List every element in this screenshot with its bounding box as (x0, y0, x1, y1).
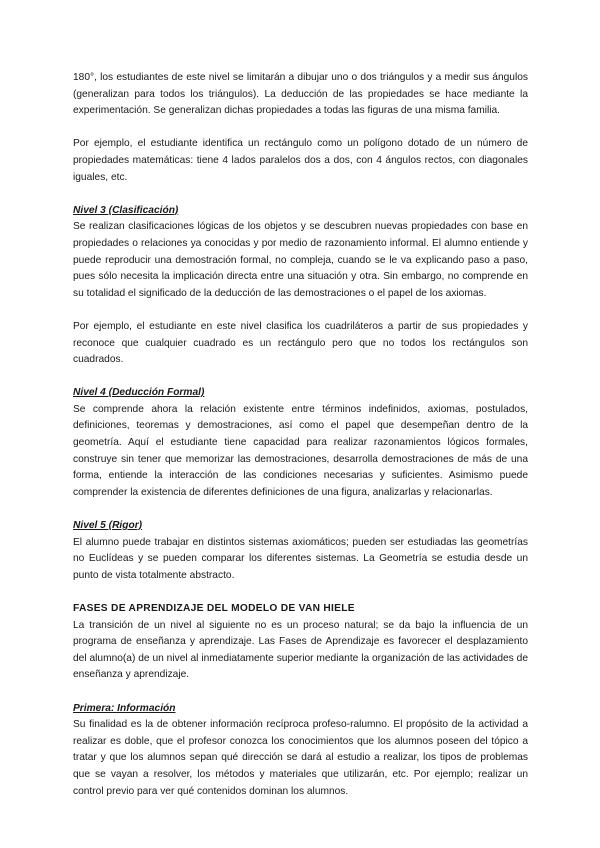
paragraph-fases: La transición de un nivel al siguiente no es un proceso natural; se da bajo la influencia de un programa de enseñanza y aprendizaje. Las Fases de Aprendizaje es favorecer el desplazamiento del alumno(a) de un nivel al inmediatamente superior mediante la organización de las actividades de enseñanza y aprendizaje. (73, 619, 528, 681)
document-page (73, 70, 528, 800)
heading-primera-informacion: Primera: Información (73, 702, 176, 714)
heading-nivel-3: Nivel 3 (Clasificación) (73, 204, 179, 216)
spacer (73, 684, 528, 701)
paragraph-nivel3: Se realizan clasificaciones lógicas de los objetos y se descubren nuevas propiedades con base en propiedades o relaciones ya conocidas y por medio de razonamiento informal. El alumno entiende y puede reproducir una demostración formal, no compleja, cuando se le va explicando paso a paso, pues sólo necesita la implicación directa entre una situación y otra. Sin embargo, no comprende en su totalidad el significado de la deducción de las demostraciones o el papel de los axiomas. (73, 221, 528, 299)
spacer (73, 369, 528, 386)
heading-fases-aprendizaje: FASES DE APRENDIZAJE DEL MODELO DE VAN HIELE (73, 603, 355, 614)
spacer (73, 186, 528, 203)
heading-nivel-4: Nivel 4 (Deducción Formal) (73, 387, 205, 399)
paragraph-nivel3-example: Por ejemplo, el estudiante en este nivel clasifica los cuadriláteros a partir de sus propiedades y reconoce que cualquier cuadrado es un rectángulo pero que no todos los rectángulos son cuadrados. (73, 320, 528, 366)
paragraph-nivel2-example: Por ejemplo, el estudiante identifica un rectángulo como un polígono dotado de un número de propiedades matemáticas: tiene 4 lados paralelos dos a dos, con 4 ángulos rectos, con diagonales iguales, etc. (73, 138, 528, 183)
paragraph-nivel4: Se comprende ahora la relación existente entre términos indefinidos, axiomas, postulados, definiciones, teoremas y demostraciones, así como el papel que desempeñan dentro de la geometría. Aquí el estudiante tiene capacidad para realizar razonamientos lógicos formales, construye sin tener que memorizar las demostraciones, desarrolla demostraciones de más de una forma, entiende la interacción de las condiciones necesarias y suficientes. Asimismo puede comprender la existencia de diferentes definiciones de una figura, analizarlas y relacionarlas. (73, 403, 528, 498)
paragraph-nivel5: El alumno puede trabajar en distintos sistemas axiomáticos; pueden ser estudiadas las geometrías no Euclídeas y se pueden comparar los diferentes sistemas. La Geometría se estudia desde un punto de vista totalmente abstracto. (73, 536, 528, 581)
spacer (73, 584, 528, 601)
heading-nivel-5: Nivel 5 (Rigor) (73, 520, 143, 532)
spacer (73, 501, 528, 518)
paragraph-nivel2-continuation: 180°, los estudiantes de este nivel se limitarán a dibujar uno o dos triángulos y a medir sus ángulos (generalizan para todos los triángulos). La deducción de las propiedades se hace mediante la experimentación. Se generalizan dichas propiedades a todas las figuras de una misma familia. (73, 72, 528, 117)
spacer (73, 120, 528, 137)
spacer (73, 302, 528, 319)
paragraph-primera: Su finalidad es la de obtener información recíproca profeso-ralumno. El propósito de la actividad a realizar es doble, que el profesor conozca los conocimientos que los alumnos poseen del tópico a tratar y que los alumnos sepan qué dirección se dará al estudio a realizar, los tipos de problemas que se vayan a resolver, los métodos y materiales que utilizarán, etc. Por ejemplo; realizar un control previo para ver qué contenidos dominan los alumnos. (73, 719, 528, 797)
